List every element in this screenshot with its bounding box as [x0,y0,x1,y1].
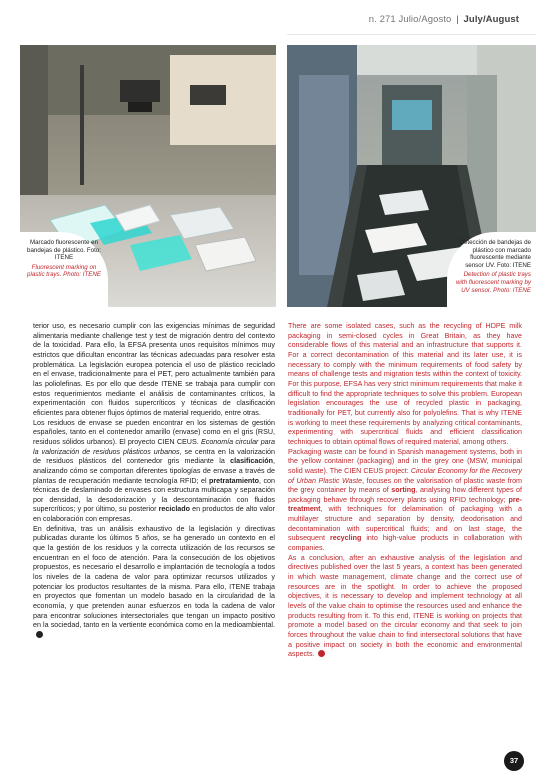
keyword: recycling [329,534,362,543]
end-of-article-icon [318,650,325,657]
keyword: clasificación [230,457,274,466]
project-name: Circular Economy for the Recovery of Urban Plastic Waste [288,466,522,485]
photo-caption-right [447,232,536,322]
page-number: 37 [504,751,524,771]
article-column-english [288,322,522,660]
keyword: reciclado [158,505,190,514]
paragraph [288,448,522,554]
text-run: , analizando cómo se comportan diferentes tipologías de envase a través de plantas de recuperación mediante tecnología RFID; el [33,457,275,485]
keyword: sorting [391,486,416,495]
end-of-article-icon [36,631,43,638]
text-run: Packaging waste can be found in Spanish management systems, both in the yellow container (packaging) and in the grey one (MSW, municipal solid waste). The CIEN CEUS project: [288,447,522,475]
paragraph [33,525,275,641]
paragraph: terior uso, es necesario cumplir con las exigencias mínimas de seguridad alimentaria mediante challenge test y test de migración dentro del contexto de la toxicidad. Para ello, la EFSA presenta unos requisitos mínimos muy estrictos que dificultan encontrar las técnicas adecuadas para resolver esta problemática. La legislación europea potencia el uso de plástico reciclado en el envase, tradicionalmente para el PET, pero actualmente también para las poliolefinas. Es por ello que desde ITENE se trabaja para cumplir con estos requerimientos mediante el análisis de contaminantes críticos, la experimentación con fluidos supercríticos y técnicas de clasificación eficientes para obtener flujos óptimos de material requerido, entre otras. [33,322,275,417]
paragraph [288,554,522,660]
text-run: , con técnicas de deslaminado de envases con estructura multicapa y separación por densidad, la desodorización y la descontaminación con fluidos supercríticos; y por último, su posterior [33,476,275,514]
text-run: , se centra en la valorización de residuos plásticos del contenedor gris mediante la [33,447,276,466]
issue-label: n. 271 Julio/Agosto [368,14,452,25]
text-run: en productos de alto valor en colaboración con empresas. [33,505,276,524]
keyword: pretratamiento [209,476,260,485]
caption-left-es: Marcado fluorescente en bandejas de plástico. Foto: ITENE [27,239,101,262]
caption-right-en: Detection of plastic trays with fluorescent marking by UV sensor. Photo: ITENE [456,271,531,294]
caption-right-es: Detección de bandejas de plástico con marcado fluorescente mediante sensor UV. Foto: ITENE [459,239,531,269]
text-run: , analysing how different types of packaging behave through recovery plants using RFID technology; [288,486,522,504]
paragraph: There are some isolated cases, such as the recycling of HDPE milk packaging in semi-closed cycles in Great Britain, as they have considerable flows of this material and an infrastructure that supports it. For a correct decontamination of this material and its later use, it is necessary to comply with the minimum requirements of food safety by means of challenge tests and migration tests within the context of toxicity. For this purpose, EFSA has very strict minimum requirements that make it difficult to find the appropriate techniques to solve this problem. European legislation encourages the use of recycled plastic in packaging, traditionally for PET, but currently also for polyolefins. That is why ITENE is working to meet these requirements by analyzing critical contaminants, experimenting with supercritical fluids and efficient classification techniques to obtain optimal flows of required material, among others. [288,322,522,446]
paragraph [33,419,275,525]
keyword: pre-treatment [288,495,522,514]
issue-label-en: July/August [463,14,519,25]
text-run: Los residuos de envase se pueden encontrar en los sistemas de gestión españoles, tanto en el contenedor amarillo (envase) como en el gris (RSU, residuos sólidos urbanos). El proyecto CIEN CEUS. [33,418,275,446]
text-run: , with techniques for delamination of packaging with a multilayer structure and separation by density, deodorisation and decontamination with supercritical fluids; and on last stage, the subsequent [288,505,522,543]
text-run: , focuses on the valorisation of plastic waste from the grey container by means of [288,476,522,495]
text-run: into high-value products in collaboration with companies. [288,534,522,553]
header-divider [287,34,536,35]
issue-separator: | [456,14,459,25]
text-run: As a conclusion, after an exhaustive analysis of the legislation and directives published over the last 5 years, a context has been generated in which waste management, climate change and the correct use of resources are in the spotlight. In order to achieve the proposed objectives, it is necessary to develop and implement technology at all levels of the value chain to optimise the resources used and enhance the products resulting from it. To this end, ITENE is working on projects that promote a model based on the circular economy and that seek to join forces throughout the value chain to find intersectoral solutions that have a positive impact on society in both the economic and environmental aspects. [288,553,522,659]
caption-left-en: Fluorescent marking on plastic trays. Photo: ITENE [27,263,101,279]
project-name: Economía circular para la valorización de residuos plásticos urbanos [33,437,275,456]
photo-caption-left [20,232,108,314]
article-column-spanish [33,322,275,641]
issue-header [369,14,519,25]
text-run: En definitiva, tras un análisis exhaustivo de la legislación y directivas publicadas durante los últimos 5 años, se ha generado un contexto en el que la gestión de los residuos y la correcta utilización de los recursos se encuentran en el foco de atención. Para la consecución de los objetivos propuestos, es necesario el desarrollo e implantación de tecnología a todos los niveles de la cadena de valor para optimizar recursos utilizados y potenciar los productos resultantes de la misma. Para ello, ITENE trabaja en proyectos que fomentan un modelo basado en la circularidad de la economía, y que pretenden aunar esfuerzos en toda la cadena de valor para encontrar soluciones intersectoriales que tengan un impacto positivo en la sociedad, tanto en la vertiente económica como en la medioambiental. [33,524,275,630]
